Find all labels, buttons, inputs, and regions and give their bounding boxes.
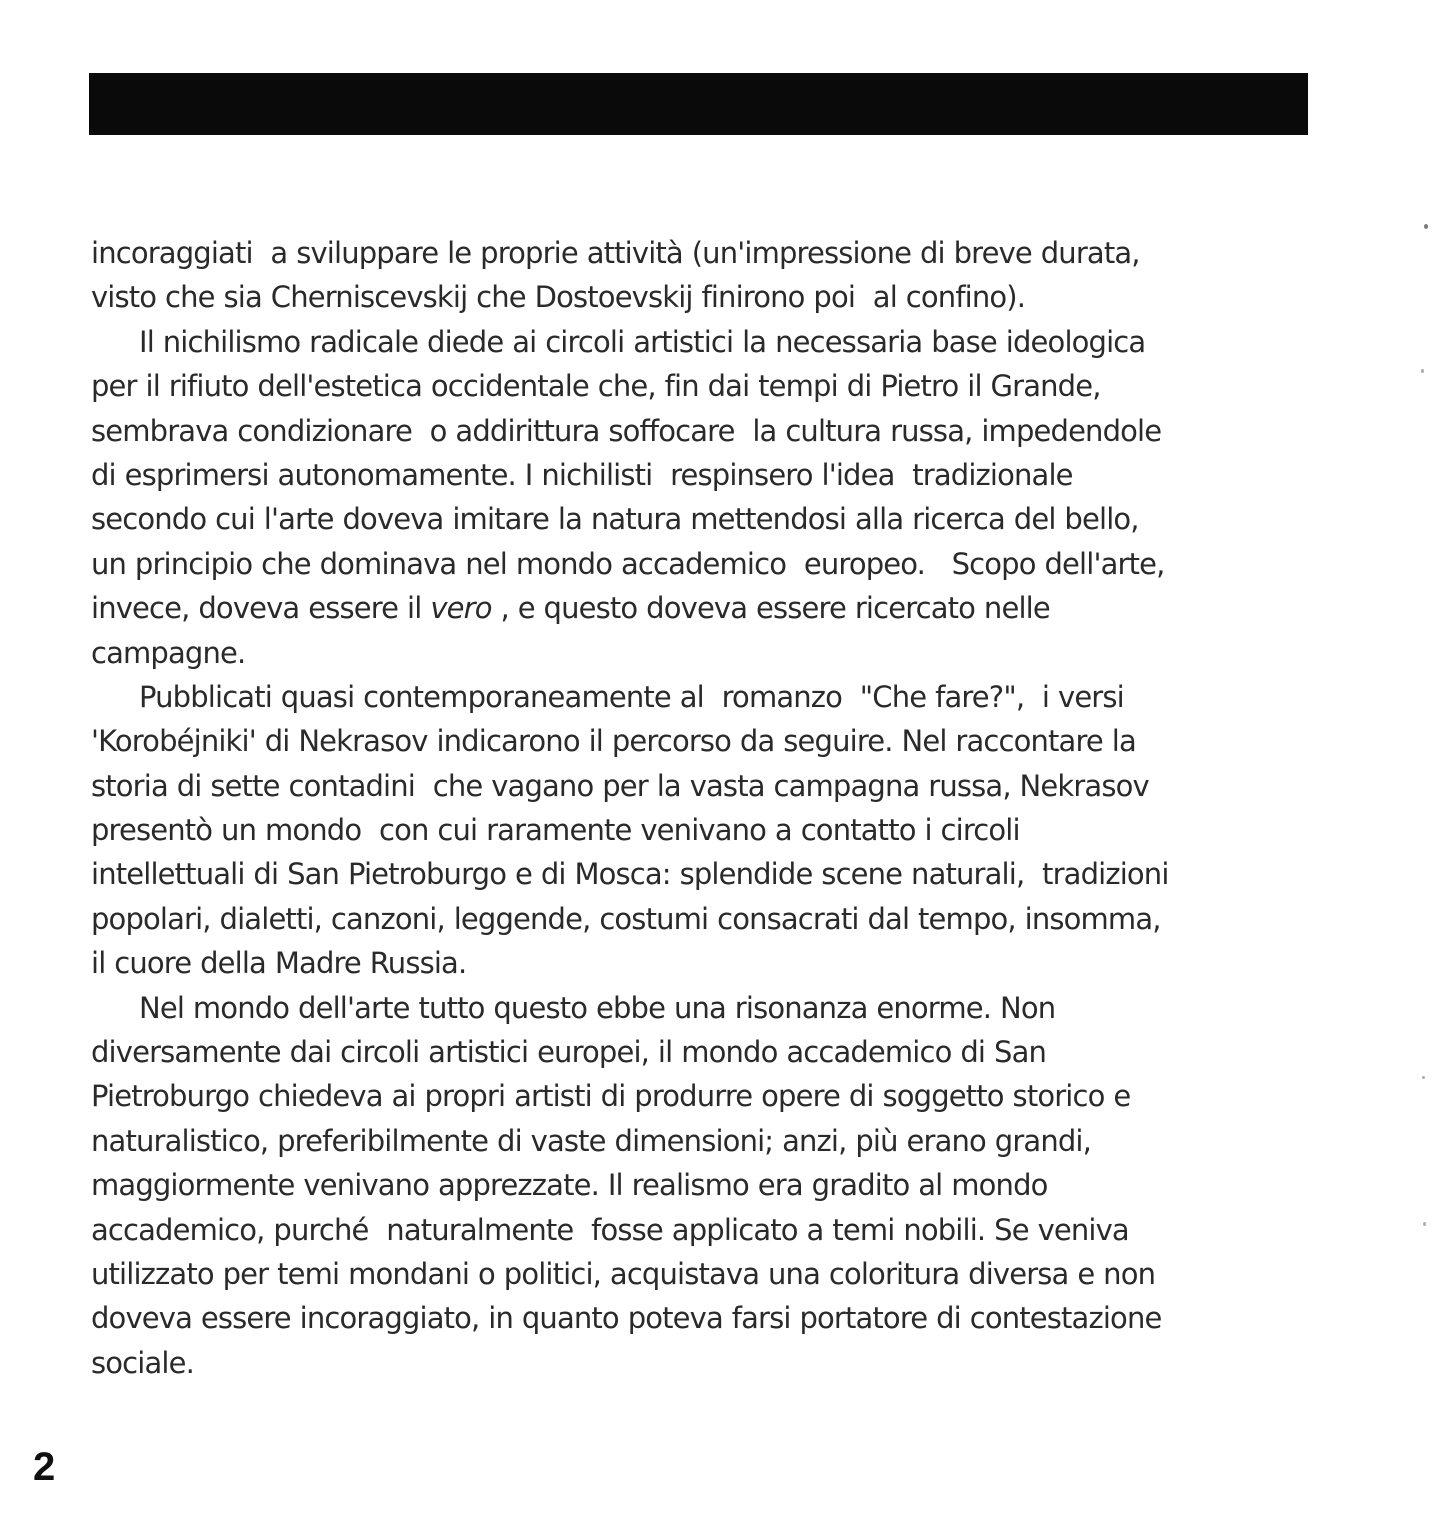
text-line: diversamente dai circoli artistici europei, il mondo accademico di San [91,1035,1047,1070]
scan-speck [1423,1222,1426,1226]
scan-speck [1421,369,1424,373]
text-line: utilizzato per temi mondani o politici, acquistava una coloritura diversa e non [91,1256,1156,1291]
text-line: Pietroburgo chiedeva ai propri artisti di produrre opere di soggetto storico e [91,1079,1131,1114]
header-bar [89,73,1308,135]
text-line: secondo cui l'arte doveva imitare la natura mettendosi alla ricerca del bello, [91,502,1139,537]
text-line: maggiormente venivano apprezzate. Il realismo era gradito al mondo [91,1168,1048,1203]
text-line [91,586,1331,630]
text-line: presentò un mondo con cui raramente venivano a contatto i circoli [91,813,1020,848]
text-line: Pubblicati quasi contemporaneamente al romanzo "Che fare?", i versi [139,679,1124,714]
text-line: accademico, purché naturalmente fosse applicato a temi nobili. Se veniva [91,1212,1129,1247]
text-line: doveva essere incoraggiato, in quanto poteva farsi portatore di contestazione [91,1301,1162,1336]
text-line: intellettuali di San Pietroburgo e di Mosca: splendide scene naturali, tradizioni [91,857,1169,892]
text-line: sociale. [91,1345,194,1380]
text-segment: invece, doveva essere il [91,591,431,626]
text-line: sembrava condizionare o addirittura soffocare la cultura russa, impedendole [91,413,1162,448]
text-line: visto che sia Cherniscevskij che Dostoevskij finirono poi al confino). [91,280,1026,315]
text-line: il cuore della Madre Russia. [91,946,467,981]
text-line: di esprimersi autonomamente. I nichilisti respinsero l'idea tradizionale [91,457,1073,492]
text-line: Il nichilismo radicale diede ai circoli artistici la necessaria base ideologica [139,324,1146,359]
text-segment: , e questo doveva essere ricercato nelle [491,591,1050,626]
text-line: incoraggiati a sviluppare le proprie attività (un'impressione di breve durata, [91,236,1140,270]
text-line: naturalistico, preferibilmente di vaste dimensioni; anzi, più erano grandi, [91,1123,1092,1158]
text-line: un principio che dominava nel mondo accademico europeo. Scopo dell'arte, [91,546,1165,581]
page-number: 2 [33,1445,56,1489]
italic-word: vero [430,591,492,626]
text-line: campagne. [91,635,246,670]
scan-speck [1424,224,1428,229]
text-line: storia di sette contadini che vagano per la vasta campagna russa, Nekrasov [91,768,1149,803]
text-line: 'Korobéjniki' di Nekrasov indicarono il percorso da seguire. Nel raccontare la [91,724,1136,759]
scan-speck [1422,1076,1425,1079]
body-text [91,231,1331,1385]
text-line: popolari, dialetti, canzoni, leggende, costumi consacrati dal tempo, insomma, [91,901,1161,936]
text-line: Nel mondo dell'arte tutto questo ebbe una risonanza enorme. Non [139,990,1056,1025]
text-line: per il rifiuto dell'estetica occidentale che, fin dai tempi di Pietro il Grande, [91,369,1101,404]
